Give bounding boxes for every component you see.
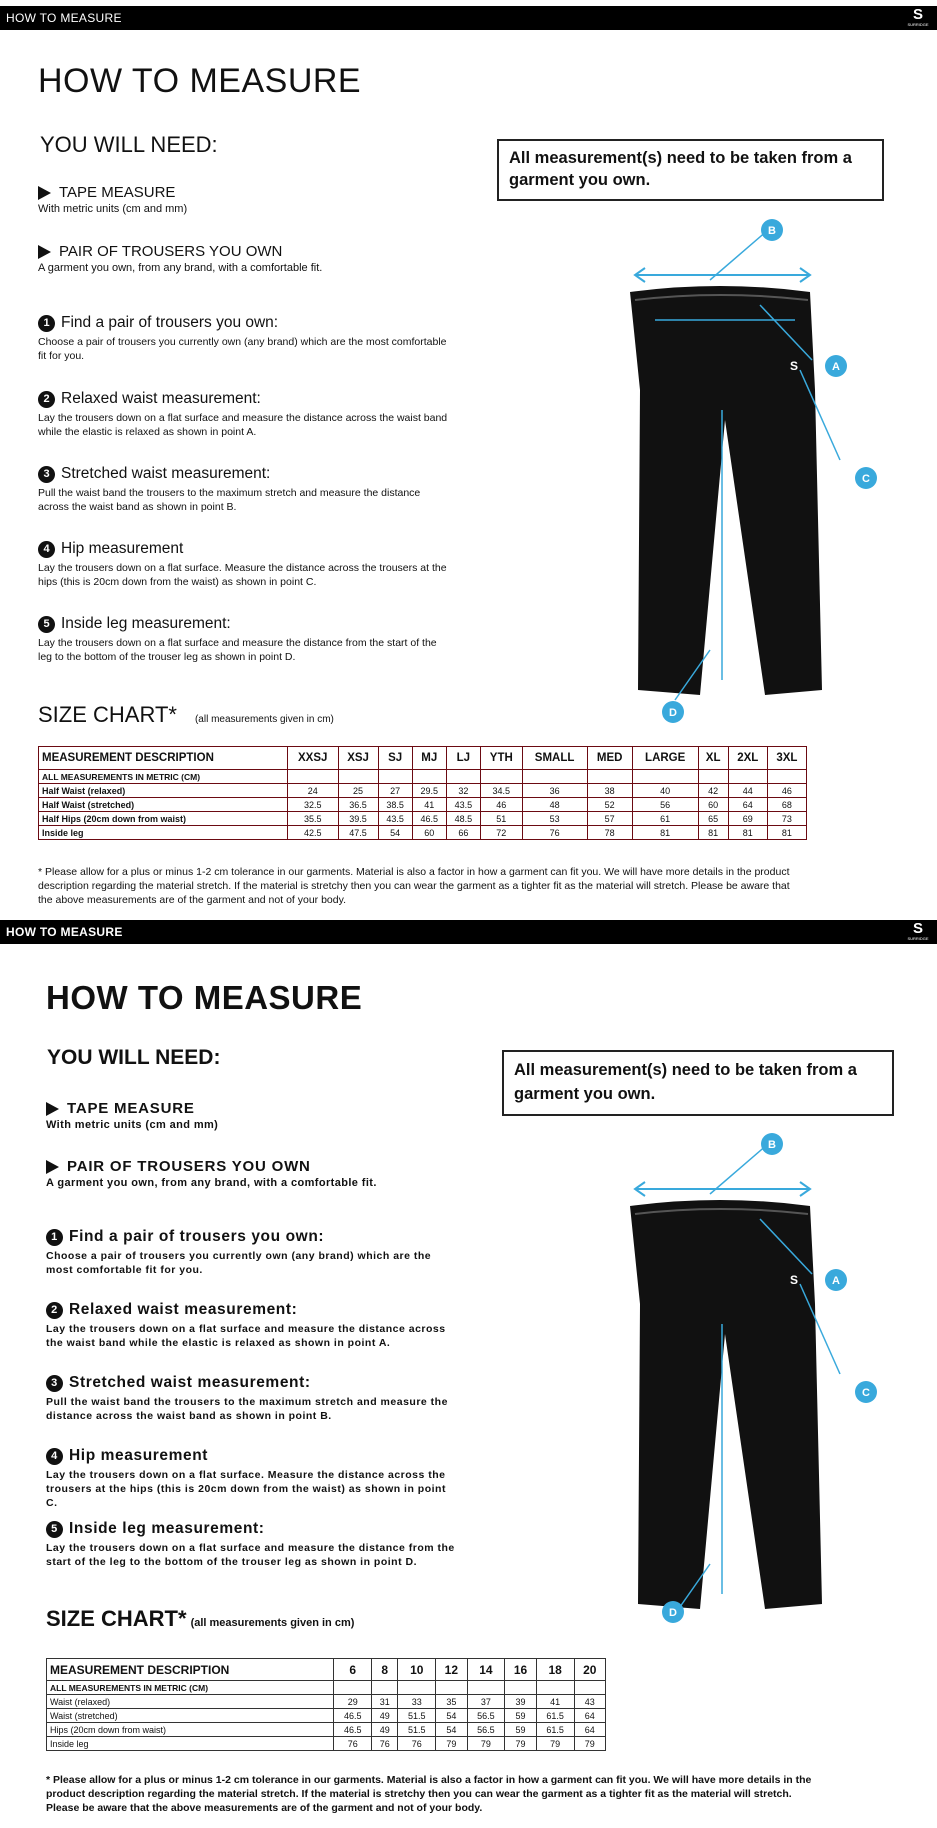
step-number-badge: 5	[38, 616, 55, 633]
need-trousers: PAIR OF TROUSERS YOU OWN A garment you own, from any brand, with a comfortable fit.	[38, 243, 323, 274]
step-number-badge: 3	[46, 1375, 63, 1392]
point-a-label: A	[832, 1275, 840, 1287]
tolerance-disclaimer: * Please allow for a plus or minus 1-2 cm tolerance in our garments. Material is also a factor in how a garment can fit you. We will have more details in the product description regarding the material stretch. If the material is stretchy then you can wear the garment as a tighter fit as the material will stretch. Please be aware that the above measurements are of the garment and not of your body.	[38, 866, 790, 906]
table-row: Half Waist (relaxed) 24 25 27 29.5 32 34.5 36 38 40 42 44 46	[39, 784, 807, 798]
step-5: 5 Inside leg measurement: Lay the trousers down on a flat surface and measure the distance from the start of the leg to the bottom of the trouser leg as shown in point D.	[38, 615, 437, 663]
size-chart-table	[38, 746, 807, 840]
step-number-badge: 1	[46, 1229, 63, 1246]
play-arrow-icon	[38, 186, 51, 200]
size-chart-table	[46, 1658, 606, 1751]
pants-brand-logo: S	[790, 359, 799, 373]
page-title: HOW TO MEASURE	[46, 979, 363, 1016]
step-2: 2 Relaxed waist measurement: Lay the trousers down on a flat surface and measure the distance across the waist band while the elastic is relaxed as shown in point A.	[38, 390, 448, 438]
you-will-need-heading: YOU WILL NEED:	[47, 1046, 221, 1069]
brand-logo: S SURRIDGE	[907, 6, 929, 27]
step-3: 3 Stretched waist measurement: Pull the waist band the trousers to the maximum stretch and measure the distance across the waist band as shown in point B.	[46, 1374, 448, 1422]
size-chart-title: SIZE CHART* (all measurements given in cm)	[38, 702, 334, 727]
step-4: 4 Hip measurement Lay the trousers down on a flat surface. Measure the distance across the trousers at the hips (this is 20cm down from the waist) as shown in point C.	[46, 1447, 446, 1509]
point-d-label: D	[669, 1607, 677, 1619]
page-title: HOW TO MEASURE	[38, 62, 362, 100]
point-c-label: C	[862, 1387, 870, 1399]
step-number-badge: 4	[46, 1448, 63, 1465]
step-number-badge: 1	[38, 315, 55, 332]
table-subheader-row: ALL MEASUREMENTS IN METRIC (CM)	[39, 770, 807, 784]
header-bar	[0, 6, 937, 30]
step-number-badge: 2	[46, 1302, 63, 1319]
header-bar	[0, 920, 937, 944]
point-b-label: B	[768, 1139, 776, 1151]
need-tape-measure: TAPE MEASURE With metric units (cm and mm)	[38, 184, 188, 215]
play-arrow-icon	[46, 1160, 59, 1174]
garment-note-box: All measurement(s) need to be taken from a garment you own.	[502, 1050, 894, 1116]
trousers-diagram	[600, 210, 880, 719]
step-5: 5 Inside leg measurement: Lay the trousers down on a flat surface and measure the distance from the start of the leg to the bottom of the trouser leg as shown in point D.	[46, 1520, 455, 1568]
pants-brand-logo: S	[790, 1273, 799, 1287]
step-number-badge: 5	[46, 1521, 63, 1538]
header-bar-label: HOW TO MEASURE	[6, 11, 122, 25]
point-c-label: C	[862, 473, 870, 485]
need-trousers: PAIR OF TROUSERS YOU OWN A garment you own, from any brand, with a comfortable fit.	[46, 1158, 377, 1189]
step-3: 3 Stretched waist measurement: Pull the waist band the trousers to the maximum stretch and measure the distance across the waist band as shown in point B.	[38, 465, 421, 513]
point-a-label: A	[832, 361, 840, 373]
step-number-badge: 2	[38, 391, 55, 408]
table-row: Waist (relaxed) 29 31 33 35 37 39 41 43	[47, 1695, 606, 1709]
size-chart-title: SIZE CHART* (all measurements given in cm)	[46, 1606, 355, 1631]
step-number-badge: 4	[38, 541, 55, 558]
point-b-label: B	[768, 225, 776, 237]
table-row: Inside leg 42.5 47.5 54 60 66 72 76 78 81 81 81 81	[39, 826, 807, 840]
table-header-row: MEASUREMENT DESCRIPTION 6 8 10 12 14 16 18 20	[47, 1659, 606, 1681]
brand-logo: S SURRIDGE	[907, 920, 929, 941]
table-row: Hips (20cm down from waist) 46.5 49 51.5 54 56.5 59 61.5 64	[47, 1723, 606, 1737]
header-bar-label: HOW TO MEASURE	[6, 925, 123, 939]
table-row: Half Hips (20cm down from waist) 35.5 39.5 43.5 46.5 48.5 51 53 57 61 65 69 73	[39, 812, 807, 826]
table-subheader-row: ALL MEASUREMENTS IN METRIC (CM)	[47, 1681, 606, 1695]
size-chart-note: (all measurements given in cm)	[190, 1617, 355, 1629]
play-arrow-icon	[38, 245, 51, 259]
step-1: 1 Find a pair of trousers you own: Choose a pair of trousers you currently own (any brand) which are the most comfortable fit for you.	[46, 1228, 432, 1276]
step-1: 1 Find a pair of trousers you own: Choose a pair of trousers you currently own (any brand) which are the most comfortable fit for you.	[38, 314, 447, 362]
table-row: Inside leg 76 76 76 79 79 79 79 79	[47, 1737, 606, 1751]
step-number-badge: 3	[38, 466, 55, 483]
play-arrow-icon	[46, 1102, 59, 1116]
table-row: Half Waist (stretched) 32.5 36.5 38.5 41 43.5 46 48 52 56 60 64 68	[39, 798, 807, 812]
step-4: 4 Hip measurement Lay the trousers down on a flat surface. Measure the distance across the trousers at the hips (this is 20cm down from the waist) as shown in point C.	[38, 540, 447, 588]
garment-note-box: All measurement(s) need to be taken from a garment you own.	[497, 139, 884, 201]
point-d-label: D	[669, 707, 677, 719]
table-header-row: MEASUREMENT DESCRIPTION XXSJ XSJ SJ MJ LJ YTH SMALL MED LARGE XL 2XL 3XL	[39, 747, 807, 770]
size-guide-panel-ladies	[0, 914, 937, 1828]
need-tape-measure: TAPE MEASURE With metric units (cm and mm)	[46, 1100, 219, 1131]
you-will-need-heading: YOU WILL NEED:	[40, 132, 218, 157]
tolerance-disclaimer: * Please allow for a plus or minus 1-2 cm tolerance in our garments. Material is also a factor in how a garment can fit you. We will have more details in the product description regarding the material stretch. If the material is stretchy then you can wear the garment as a tighter fit as the material will stretch. Please be aware that the above measurements are of the garment and not of your body.	[46, 1774, 812, 1814]
step-2: 2 Relaxed waist measurement: Lay the trousers down on a flat surface and measure the distance across the waist band while the elastic is relaxed as shown in point A.	[46, 1301, 446, 1349]
table-row: Waist (stretched) 46.5 49 51.5 54 56.5 59 61.5 64	[47, 1709, 606, 1723]
trousers-diagram	[600, 1124, 880, 1624]
size-chart-note: (all measurements given in cm)	[194, 714, 334, 725]
